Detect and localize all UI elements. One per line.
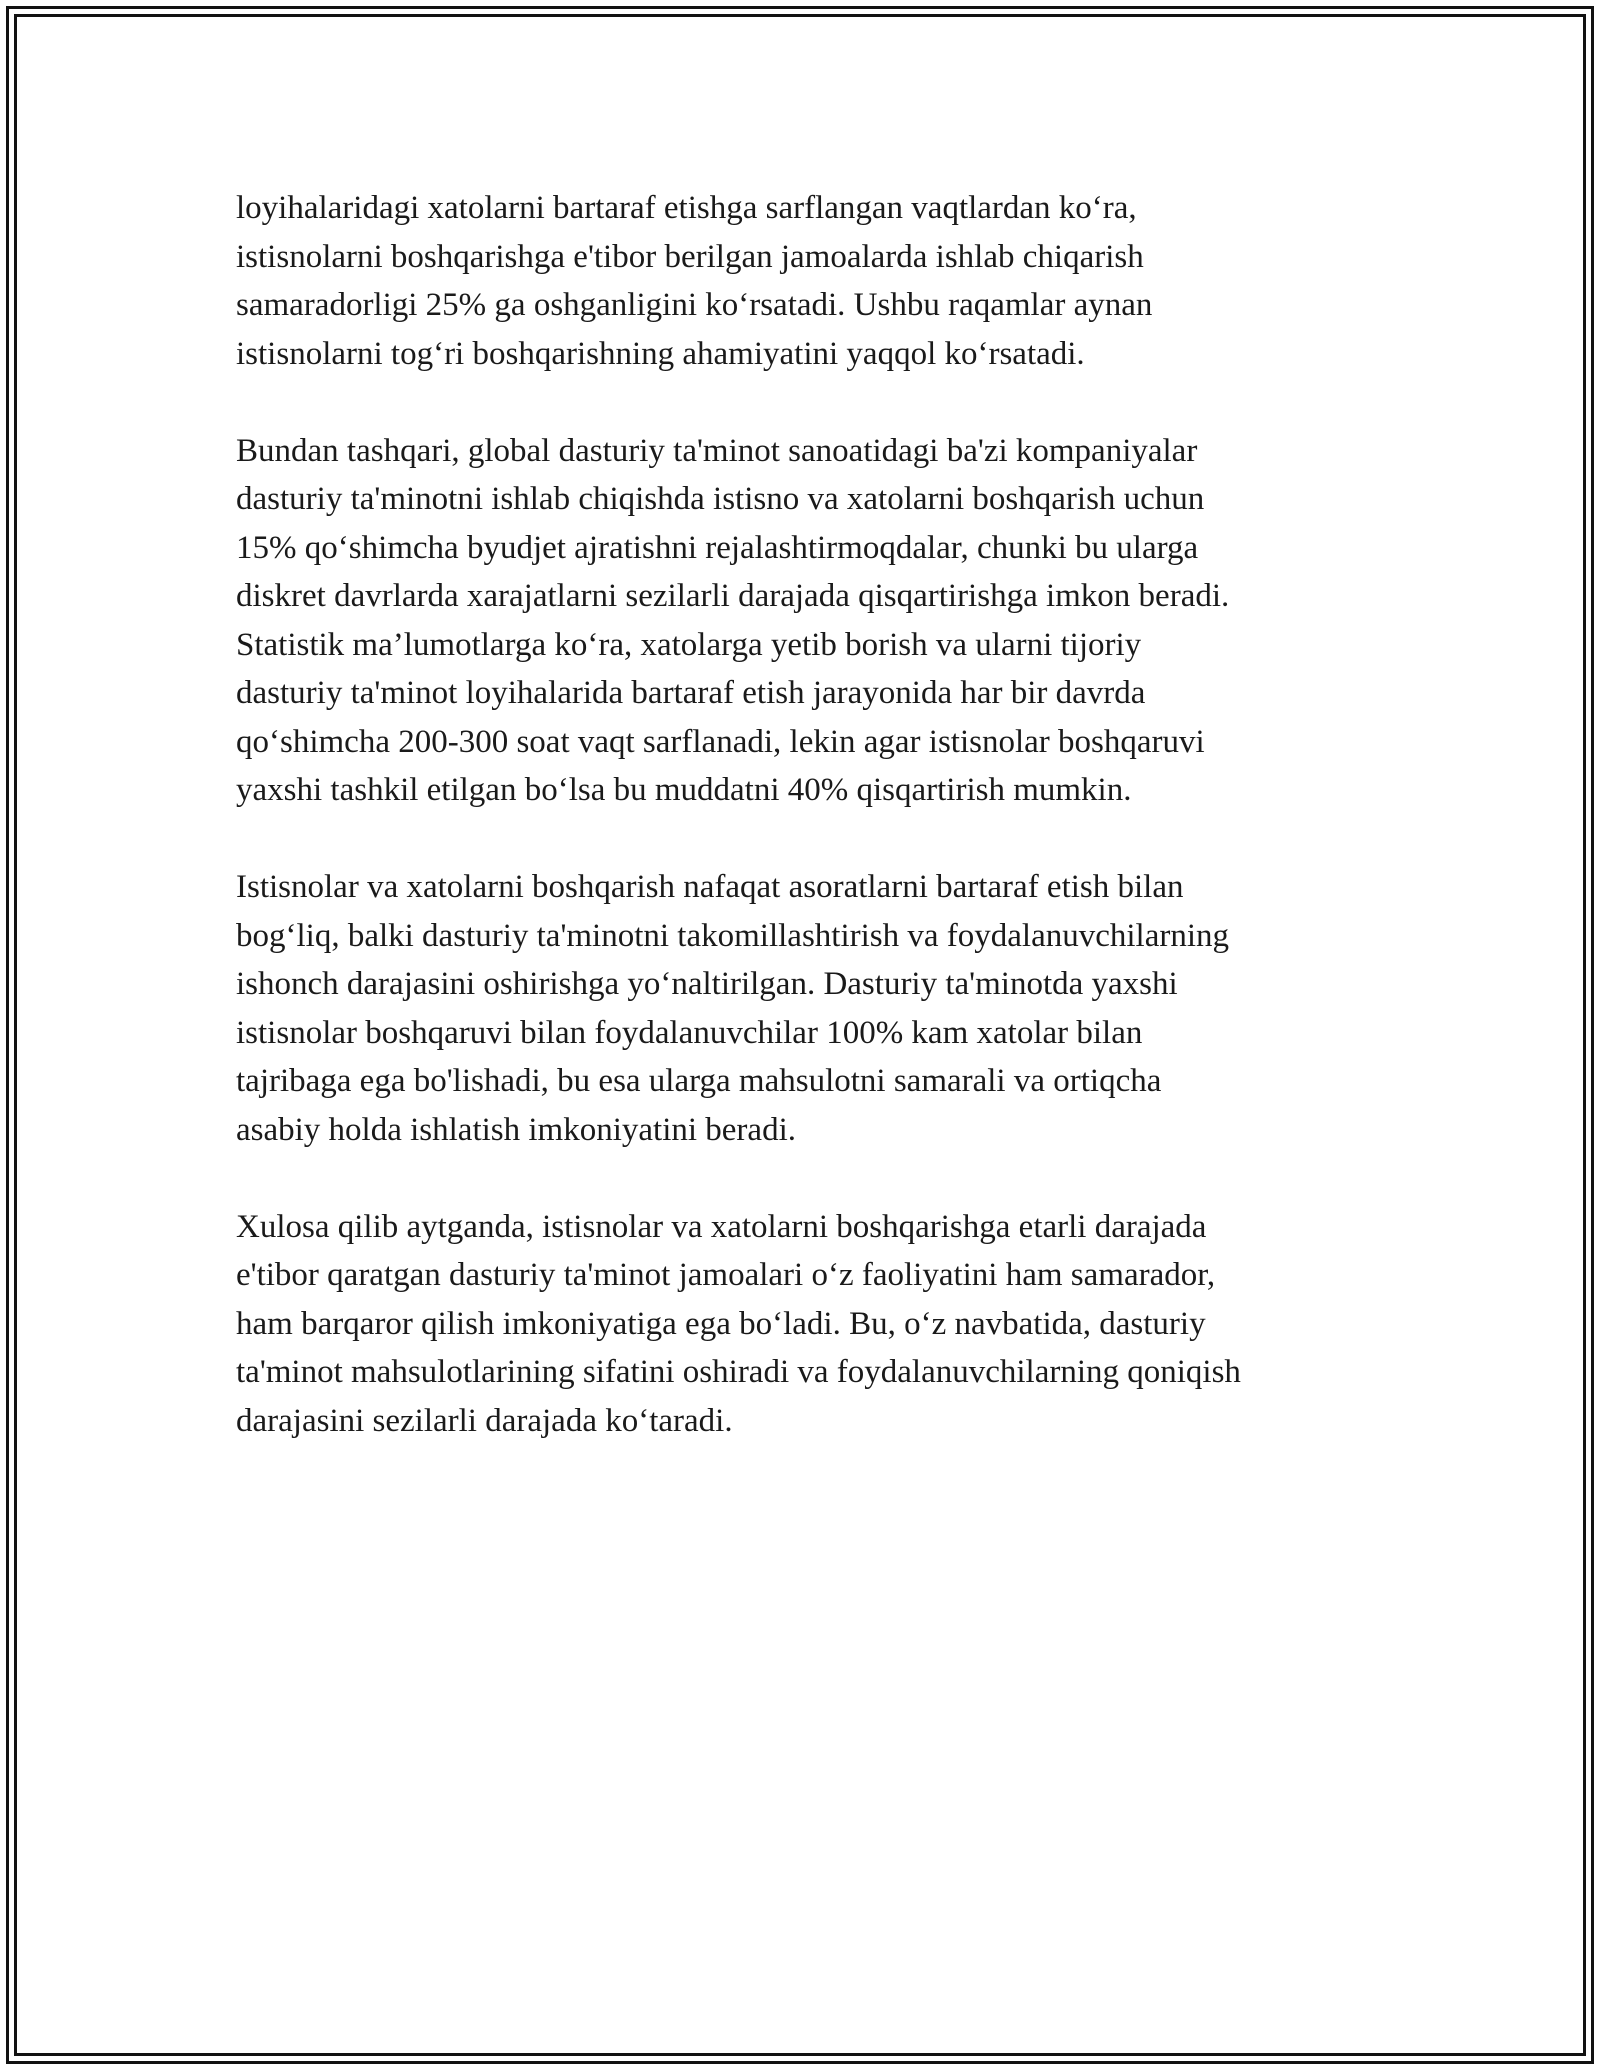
text-line: istisnolar boshqaruvi bilan foydalanuvchilar 100% kam xatolar bilan [236,1014,1143,1051]
text-line: samaradorligi 25% ga oshganligini ko‘rsatadi. Ushbu raqamlar aynan [236,287,1153,323]
text-line: qo‘shimcha 200-300 soat vaqt sarflanadi, lekin agar istisnolar boshqaruvi [236,723,1205,760]
text-line: dasturiy ta'minot loyihalarida bartaraf etish jarayonida har bir davrda [236,675,1146,711]
text-line: loyihalaridagi xatolarni bartaraf etishga sarflangan vaqtlardan ko‘ra, [236,190,1137,226]
text-line: ta'minot mahsulotlarining sifatini oshiradi va foydalanuvchilarning qoniqish [236,1354,1241,1390]
paragraph-4 [236,1203,1376,1446]
paragraph-3 [236,863,1376,1154]
document-body [236,184,1376,1494]
paragraph-1 [236,184,1376,378]
text-line: diskret davrlarda xarajatlarni sezilarli darajada qisqartirishga imkon beradi. [236,578,1230,614]
text-line: yaxshi tashkil etilgan bo‘lsa bu muddatni 40% qisqartirish mumkin. [236,772,1132,808]
text-line: 15% qo‘shimcha byudjet ajratishni rejalashtirmoqdalar, chunki bu ularga [236,529,1199,566]
text-line: ishonch darajasini oshirishga yo‘naltirilgan. Dasturiy ta'minotda yaxshi [236,966,1178,1002]
text-line: bog‘liq, balki dasturiy ta'minotni takomillashtirish va foydalanuvchilarning [236,917,1230,954]
text-line: ham barqaror qilish imkoniyatiga ega bo‘ladi. Bu, o‘z navbatida, dasturiy [236,1305,1206,1342]
text-line: Istisnolar va xatolarni boshqarish nafaqat asoratlarni bartaraf etish bilan [236,869,1184,905]
text-line: istisnolarni boshqarishga e'tibor berilgan jamoalarda ishlab chiqarish [236,238,1144,275]
text-line: e'tibor qaratgan dasturiy ta'minot jamoalari o‘z faoliyatini ham samarador, [236,1257,1216,1293]
text-line: darajasini sezilarli darajada ko‘taradi. [236,1402,733,1439]
text-line: istisnolarni tog‘ri boshqarishning ahamiyatini yaqqol ko‘rsatadi. [236,335,1085,372]
paragraph-2 [236,427,1376,815]
text-line: Xulosa qilib aytganda, istisnolar va xatolarni boshqarishga etarli darajada [236,1208,1207,1245]
text-line: dasturiy ta'minotni ishlab chiqishda istisno va xatolarni boshqarish uchun [236,481,1205,517]
text-line: Bundan tashqari, global dasturiy ta'minot sanoatidagi ba'zi kompaniyalar [236,432,1198,469]
text-line: tajribaga ega bo'lishadi, bu esa ularga mahsulotni samarali va ortiqcha [236,1063,1162,1099]
text-line: asabiy holda ishlatish imkoniyatini beradi. [236,1111,796,1148]
text-line: Statistik ma’lumotlarga ko‘ra, xatolarga yetib borish va ularni tijoriy [236,626,1142,663]
